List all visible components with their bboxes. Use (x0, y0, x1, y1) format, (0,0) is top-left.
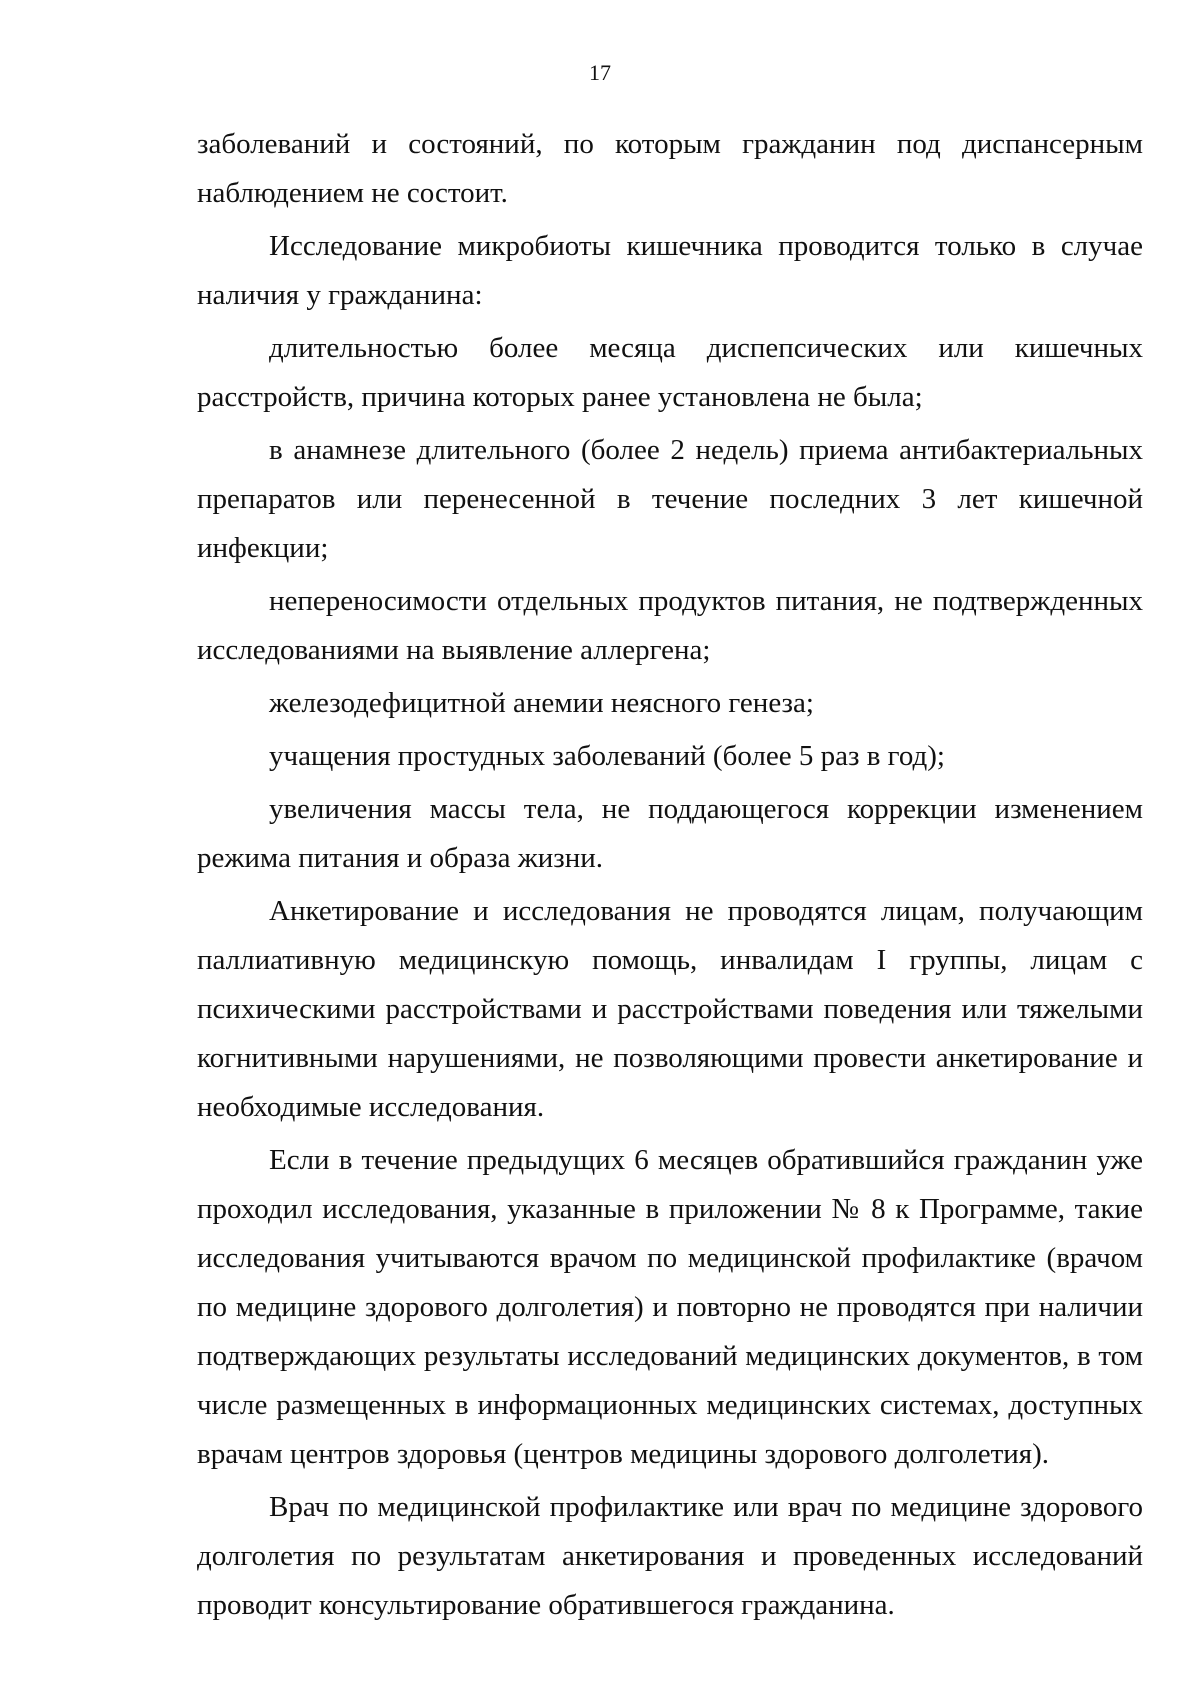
list-item-intolerance: непереносимости отдельных продуктов питания, не подтвержденных исследованиями на выявление аллергена; (197, 585, 1143, 666)
list-item-antibacterial: в анамнезе длительного (более 2 недель) приема антибактериальных препаратов или перенесенной в течение последних 3 лет кишечной инфекции; (197, 434, 1143, 564)
paragraph-previous-tests: Если в течение предыдущих 6 месяцев обратившийся гражданин уже проходил исследования, указанные в приложении № 8 к Программе, такие исследования учитываются врачом по медицинской профилактике (врачом по медицине здорового долголетия) и повторно не проводятся при наличии подтверждающих результаты исследований медицинских документов, в том числе размещенных в информационных медицинских системах, доступных врачам центров здоровья (центров медицины здорового долголетия). (197, 1144, 1143, 1470)
list-item-anemia: железодефицитной анемии неясного генеза; (269, 687, 814, 719)
paragraph-microbiota-intro: Исследование микробиоты кишечника проводится только в случае наличия у гражданина: (197, 230, 1143, 311)
list-item-weight: увеличения массы тела, не поддающегося коррекции изменением режима питания и образа жизни. (197, 793, 1143, 874)
paragraph-consultation: Врач по медицинской профилактике или врач по медицине здорового долголетия по результатам анкетирования и проведенных исследований проводит консультирование обратившегося гражданина. (197, 1491, 1143, 1621)
list-item-dyspeptic: длительностью более месяца диспепсических или кишечных расстройств, причина которых ранее установлена не была; (197, 332, 1143, 413)
document-body (197, 120, 1143, 1634)
page-number: 17 (589, 60, 611, 85)
paragraph-continuation: заболеваний и состояний, по которым гражданин под диспансерным наблюдением не состоит. (197, 128, 1143, 209)
list-item-colds: учащения простудных заболеваний (более 5 раз в год); (269, 740, 945, 772)
paragraph-exclusions: Анкетирование и исследования не проводятся лицам, получающим паллиативную медицинскую помощь, инвалидам I группы, лицам с психическими расстройствами и расстройствами поведения или тяжелыми когнитивными нарушениями, не позволяющими провести анкетирование и необходимые исследования. (197, 895, 1143, 1123)
